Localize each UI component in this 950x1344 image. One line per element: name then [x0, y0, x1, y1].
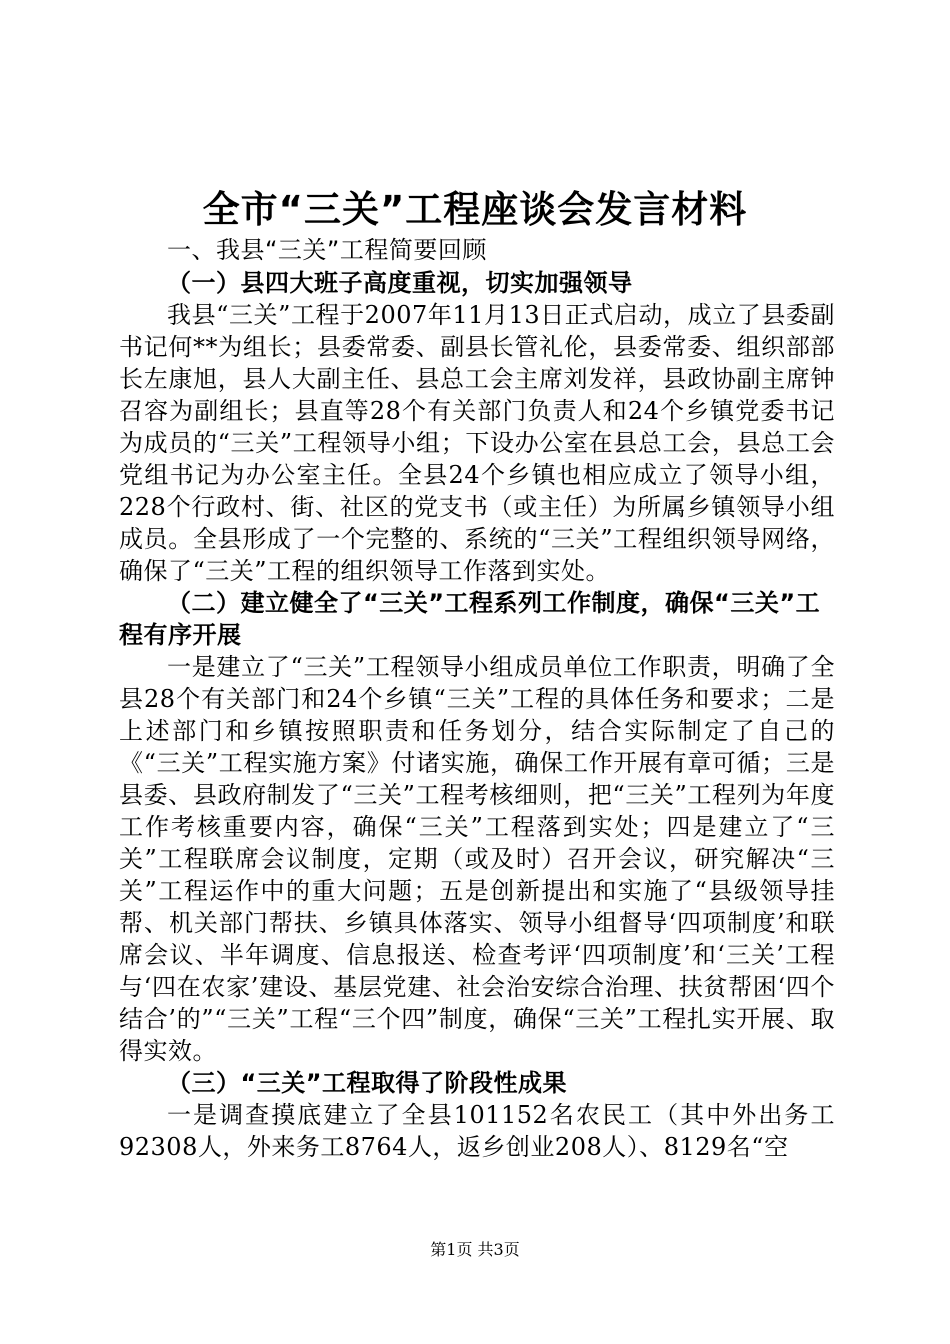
subsection-heading-3: （三）“三关”工程取得了阶段性成果	[167, 1069, 568, 1097]
paragraph-1: 我县“三关”工程于2007年11月13日正式启动，成立了县委副书记何**为组长；县委常委、副县长管礼伦，县委常委、组织部部长左康旭，县人大副主任、县总工会主席刘发祥，县政协副主席钟召容为副组长；县直等28个有关部门负责人和24个乡镇党委书记为成员的“三关”工程领导小组；下设办公室在县总工会，县总工会党组书记为办公室主任。全县24个乡镇也相应成立了领导小组，228个行政村、街、社区的党支书（或主任）为所属乡镇领导小组成员。全县形成了一个完整的、系统的“三关”工程组织领导网络，确保了“三关”工程的组织领导工作落到实处。	[119, 301, 835, 585]
section-heading-1: 一、我县“三关”工程简要回顾	[167, 236, 487, 264]
document-title: 全市“三关”工程座谈会发言材料	[202, 188, 748, 231]
subsection-heading-1: （一）县四大班子高度重视，切实加强领导	[167, 269, 633, 297]
document-body	[119, 233, 835, 1163]
paragraph-2: 一是建立了“三关”工程领导小组成员单位工作职责，明确了全县28个有关部门和24个乡镇“三关”工程的具体任务和要求；二是上述部门和乡镇按照职责和任务划分，结合实际制定了自己的《“三关”工程实施方案》付诸实施，确保工作开展有章可循；三是县委、县政府制发了“三关”工程考核细则，把“三关”工程列为年度工作考核重要内容，确保“三关”工程落到实处；四是建立了“三关”工程联席会议制度，定期（或及时）召开会议，研究解决“三关”工程运作中的重大问题；五是创新提出和实施了“县级领导挂帮、机关部门帮扶、乡镇具体落实、领导小组督导‘四项制度’和联席会议、半年调度、信息报送、检查考评‘四项制度’和‘三关’工程与‘四在农家’建设、基层党建、社会治安综合治理、扶贫帮困‘四个结合’的”“三关”工程“三个四”制度，确保“三关”工程扎实开展、取得实效。	[119, 653, 835, 1065]
page-footer: 第1页 共3页	[430, 1240, 520, 1259]
subsection-heading-2: （二）建立健全了“三关”工程系列工作制度，确保“三关”工程有序开展	[119, 589, 821, 649]
paragraph-3: 一是调查摸底建立了全县101152名农民工（其中外出务工92308人，外来务工8764人，返乡创业208人）、8129名“空	[119, 1101, 835, 1161]
